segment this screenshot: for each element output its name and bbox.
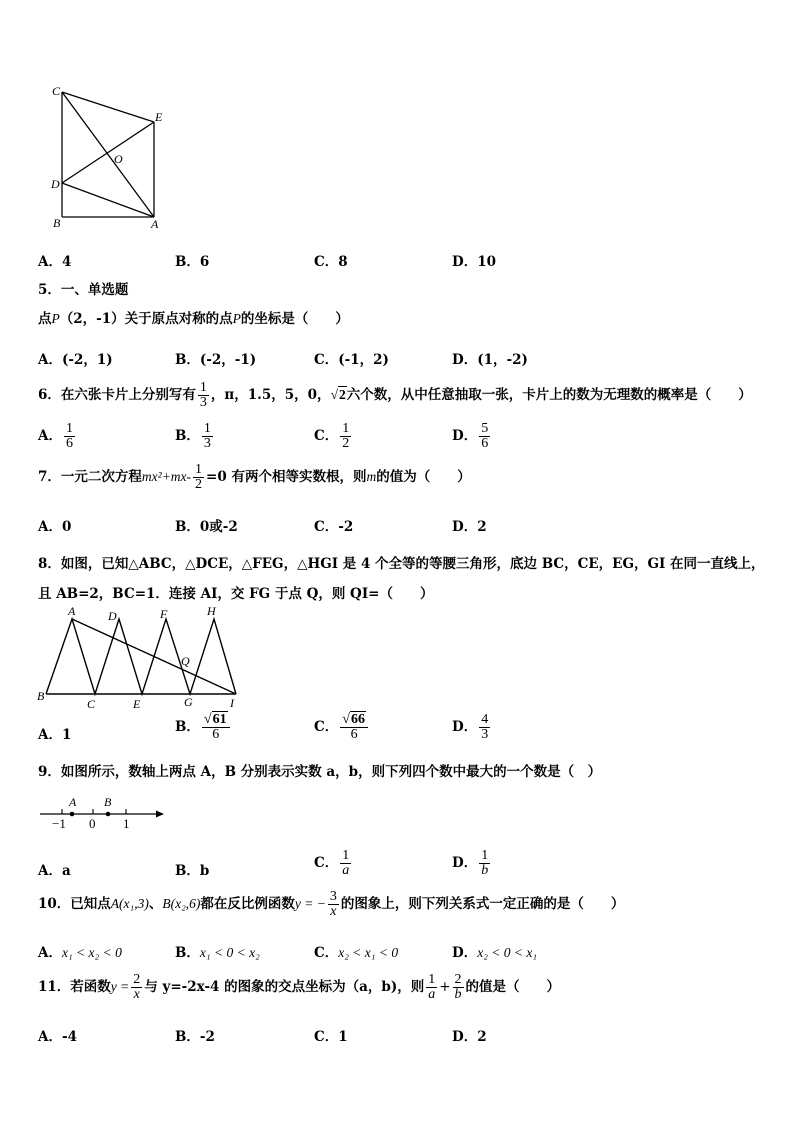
q8-label-G: G [184,695,193,709]
q6-option-d[interactable]: D． $\frac{5}{6}$ [452,421,489,451]
q11-stem: 11．若函数y = $\frac{2}{x}$ 与 y=-2x-4 的图象的交点坐标为（a，b)，则 $\frac{1}{a}$ + $\frac{2}{b}$ 的值是（ ） [38,972,561,1002]
q6-option-c[interactable]: C． $\frac{1}{2}$ [314,421,350,451]
q10-option-d[interactable]: D．x₂ < 0 < x₁ [452,945,538,961]
q4-option-c[interactable]: C．8 [314,254,348,270]
q9-option-c[interactable]: C． $\frac{1}{a}$ [314,848,350,878]
q8-label-D: D [108,609,117,623]
q8-label-H: H [207,604,216,618]
q11-option-b[interactable]: B．-2 [175,1029,215,1045]
q8-figure [36,604,241,712]
q9-tick-0: 0 [89,816,96,831]
q10-option-a[interactable]: A．x₁ < x₂ < 0 [38,945,122,961]
q8-label-A: A [68,604,76,618]
q4-label-E: E [155,110,163,124]
q5-option-c[interactable]: C．(-1，2) [314,352,389,368]
q9-option-b[interactable]: B．b [175,863,210,879]
q6-option-a[interactable]: A． $\frac{1}{6}$ [38,421,73,451]
q8-stem-line2: 且 AB=2，BC=1．连接 AI，交 FG 于点 Q，则 QI=（ ） [38,586,434,602]
q8-label-Q: Q [181,654,190,668]
q8-label-I: I [230,696,234,710]
q9-tick-minus1: −1 [52,816,66,831]
q5-option-d[interactable]: D．(1，-2) [452,352,528,368]
q8-label-C: C [87,697,96,711]
q6-stem: 6．在六张卡片上分别写有 $\frac{1}{3}$ ，π，1.5，5，0，√2六个数，从中任意抽取一张，卡片上的数为无理数的概率是（ ） [38,380,752,410]
q4-label-O: O [114,152,123,166]
q4-label-A: A [151,217,159,231]
q5-option-a[interactable]: A．(-2，1) [38,352,113,368]
q7-option-b[interactable]: B．0或-2 [175,519,238,535]
q11-option-c[interactable]: C．1 [314,1029,348,1045]
q8-option-c[interactable]: C． $\frac{√66}{6}$ [314,713,370,742]
q5-stem: 点P（2，-1）关于原点对称的点P的坐标是（ ） [38,311,349,327]
q9-tick-1: 1 [123,816,130,831]
q8-label-E: E [133,697,141,711]
q4-label-C: C [52,84,61,98]
q9-label-A: A [69,795,77,809]
q4-option-d[interactable]: D．10 [452,254,496,270]
q9-stem: 9．如图所示，数轴上两点 A，B 分别表示实数 a，b，则下列四个数中最大的一个数是（ ） [38,764,602,780]
q4-figure [48,82,173,232]
q7-option-d[interactable]: D．2 [452,519,487,535]
q4-label-B: B [53,216,61,230]
q5-option-b[interactable]: B．(-2，-1) [175,352,257,368]
q4-option-b[interactable]: B．6 [175,254,210,270]
q8-label-F: F [160,607,168,621]
q9-option-d[interactable]: D． $\frac{1}{b}$ [452,848,489,878]
q7-option-a[interactable]: A．0 [38,519,72,535]
q7-stem: 7．一元二次方程mx²+mx- $\frac{1}{2}$ =0 有两个相等实数根，则m的值为（ ） [38,462,471,492]
q11-option-d[interactable]: D．2 [452,1029,487,1045]
q9-option-a[interactable]: A．a [38,863,71,879]
q8-option-b[interactable]: B． $\frac{√61}{6}$ [175,713,232,742]
q8-stem-line1: 8．如图，已知△ABC，△DCE，△FEG，△HGI 是 4 个全等的等腰三角形，底边 BC，CE，EG，GI 在同一直线上， [38,556,765,572]
q7-option-c[interactable]: C．-2 [314,519,354,535]
q4-option-a[interactable]: A．4 [38,254,72,270]
q11-option-a[interactable]: A．-4 [38,1029,77,1045]
q10-stem: 10．已知点A(x₁,3)、B(x₂,6)都在反比例函数y = − $\frac{3}{x}$ 的图象上，则下列关系式一定正确的是（ ） [38,889,625,919]
q8-option-a[interactable]: A．1 [38,727,72,743]
q8-label-B: B [37,689,45,703]
q8-option-d[interactable]: D． $\frac{4}{3}$ [452,712,489,742]
q9-number-line [36,792,168,832]
q6-option-b[interactable]: B． $\frac{1}{3}$ [175,421,211,451]
q9-label-B: B [104,795,112,809]
q10-option-c[interactable]: C．x₂ < x₁ < 0 [314,945,399,961]
q6-stem-fraction: $\frac{1}{3}$ [199,380,207,410]
q10-option-b[interactable]: B．x₁ < 0 < x₂ [175,945,260,961]
q5-header: 5．一、单选题 [38,282,129,298]
q6-sqrt: √2 [330,387,346,402]
q4-label-D: D [51,177,60,191]
